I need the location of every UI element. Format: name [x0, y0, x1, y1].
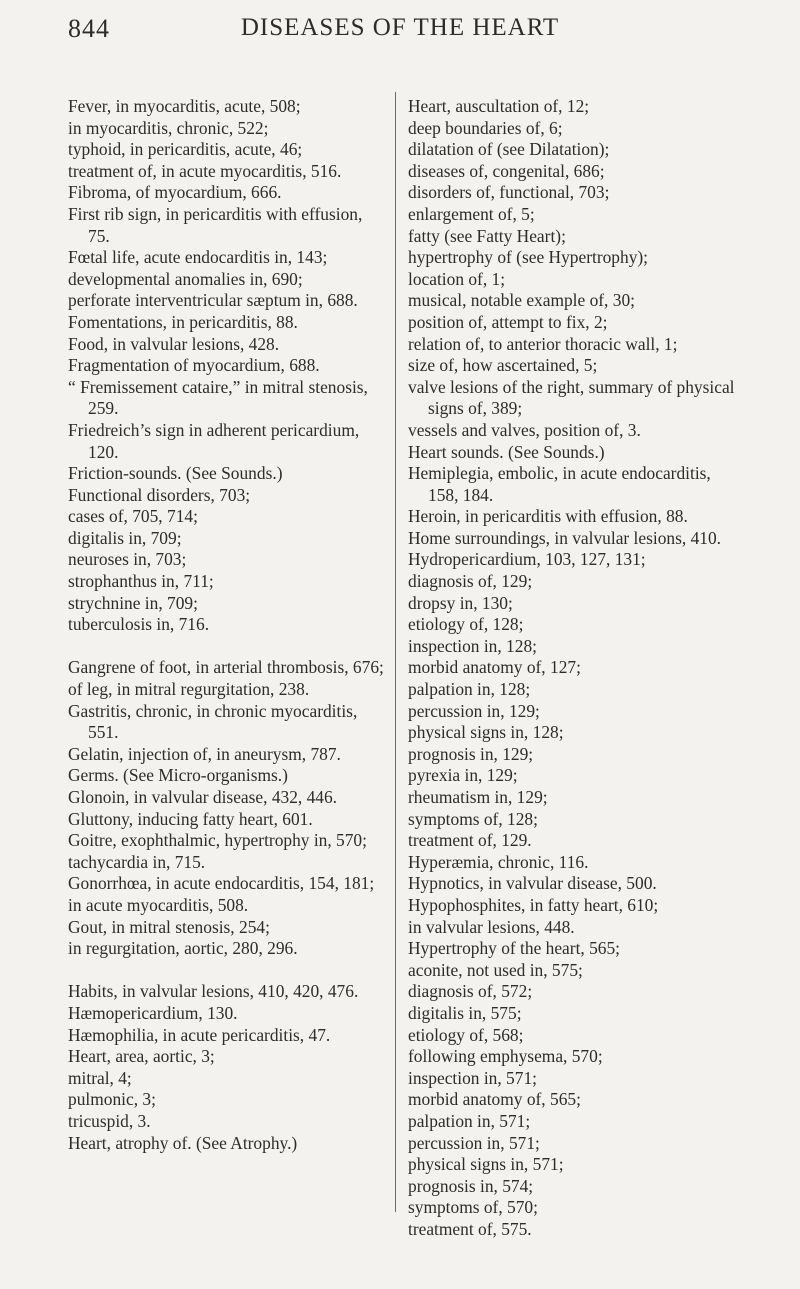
index-entry: disorders of, functional, 703; [408, 182, 610, 203]
index-entry: valve lesions of the right, summary of physical signs of, 389; [408, 376, 735, 419]
index-entry: Hemiplegia, embolic, in acute endocarditis, 158, 184. [408, 463, 711, 505]
index-entry: morbid anatomy of, 127; [408, 657, 581, 678]
index-entry: hypertrophy of (see Hypertrophy); [408, 247, 649, 268]
index-entry: size of, how ascertained, 5; [408, 355, 598, 376]
index-entry: mitral, 4; [68, 1067, 132, 1088]
index-entry: Gelatin, injection of, in aneurysm, 787. [68, 743, 341, 764]
index-entry: Gangrene of foot, in arterial thrombosis, 676; [68, 657, 384, 678]
index-entry: Gastritis, chronic, in chronic myocarditis, 551. [68, 700, 358, 743]
index-entry: in valvular lesions, 448. [408, 916, 575, 937]
index-column-left [68, 96, 388, 1154]
index-entry: musical, notable example of, 30; [408, 290, 635, 311]
index-entry: Germs. (See Micro-organisms.) [68, 765, 288, 786]
index-entry: tachycardia in, 715. [68, 851, 206, 872]
index-entry: in acute myocarditis, 508. [68, 894, 249, 915]
index-entry: Gout, in mitral stenosis, 254; [68, 916, 270, 937]
index-entry: Habits, in valvular lesions, 410, 420, 476. [68, 981, 359, 1002]
index-entry: in regurgitation, aortic, 280, 296. [68, 938, 298, 959]
index-entry: physical signs in, 128; [408, 722, 564, 743]
index-entry: of leg, in mitral regurgitation, 238. [68, 679, 310, 700]
index-entry: Hæmopericardium, 130. [68, 1002, 238, 1023]
index-entry: position of, attempt to fix, 2; [408, 311, 608, 332]
column-divider [395, 92, 396, 1212]
index-entry: Heart, area, aortic, 3; [68, 1046, 215, 1067]
index-entry: in myocarditis, chronic, 522; [68, 117, 269, 138]
index-entry: “ Fremissement cataire,” in mitral stenosis, 259. [68, 376, 368, 419]
index-entry: Goitre, exophthalmic, hypertrophy in, 570; [68, 830, 367, 851]
index-entry: symptoms of, 128; [408, 808, 538, 829]
index-entry: developmental anomalies in, 690; [68, 268, 303, 289]
index-entry: typhoid, in pericarditis, acute, 46; [68, 139, 303, 160]
index-entry: etiology of, 128; [408, 614, 524, 635]
index-entry: Hyperæmia, chronic, 116. [408, 851, 589, 872]
index-entry: Functional disorders, 703; [68, 484, 251, 505]
section-gap [68, 960, 388, 982]
index-entry: following emphysema, 570; [408, 1046, 603, 1067]
index-entry: Fibroma, of myocardium, 666. [68, 182, 282, 203]
index-entry: morbid anatomy of, 565; [408, 1089, 581, 1110]
index-entry: strophanthus in, 711; [68, 571, 214, 592]
page-number: 844 [68, 14, 110, 43]
index-entry: Hydropericardium, 103, 127, 131; [408, 549, 646, 570]
index-entry: dropsy in, 130; [408, 592, 513, 613]
index-entry: pyrexia in, 129; [408, 765, 518, 786]
index-entry: vessels and valves, position of, 3. [408, 419, 641, 440]
index-entry: diagnosis of, 572; [408, 981, 533, 1002]
index-entry: treatment of, 129. [408, 830, 532, 851]
running-title: DISEASES OF THE HEART [240, 14, 560, 41]
index-entry: diagnosis of, 129; [408, 571, 533, 592]
index-entry: Fever, in myocarditis, acute, 508; [68, 96, 301, 116]
index-entry: Fœtal life, acute endocarditis in, 143; [68, 247, 328, 268]
index-entry: Food, in valvular lesions, 428. [68, 333, 280, 354]
index-entry: Glonoin, in valvular disease, 432, 446. [68, 787, 338, 807]
index-entry: symptoms of, 570; [408, 1197, 538, 1218]
index-entry: cases of, 705, 714; [68, 506, 198, 527]
index-entry: relation of, to anterior thoracic wall, 1; [408, 333, 678, 354]
index-entry: etiology of, 568; [408, 1024, 524, 1045]
index-entry: diseases of, congenital, 686; [408, 160, 605, 181]
index-entry: tricuspid, 3. [68, 1110, 151, 1131]
index-entry: Gonorrhœa, in acute endocarditis, 154, 181; [68, 873, 375, 894]
index-entry: digitalis in, 709; [68, 527, 182, 548]
index-entry: inspection in, 571; [408, 1067, 537, 1088]
index-entry: Fragmentation of myocardium, 688. [68, 355, 320, 376]
index-entry: Hypnotics, in valvular disease, 500. [408, 873, 657, 894]
index-entry: pulmonic, 3; [68, 1089, 156, 1110]
index-entry: Heart, auscultation of, 12; [408, 96, 590, 116]
index-entry: Heroin, in pericarditis with effusion, 88. [408, 506, 688, 527]
index-entry: Hæmophilia, in acute pericarditis, 47. [68, 1024, 331, 1045]
index-entry: perforate interventricular sæptum in, 688. [68, 290, 358, 311]
index-entry: tuberculosis in, 716. [68, 614, 210, 635]
section-gap [68, 636, 388, 658]
index-entry: aconite, not used in, 575; [408, 959, 583, 980]
index-entry: percussion in, 129; [408, 700, 540, 721]
index-entry: Hypertrophy of the heart, 565; [408, 938, 621, 959]
index-entry: Heart sounds. (See Sounds.) [408, 441, 605, 462]
index-column-right [408, 96, 738, 1240]
index-entry: strychnine in, 709; [68, 592, 198, 613]
index-entry: fatty (see Fatty Heart); [408, 225, 566, 246]
index-entry: Friction-sounds. (See Sounds.) [68, 463, 283, 484]
index-entry: palpation in, 571; [408, 1110, 531, 1131]
index-entry: percussion in, 571; [408, 1132, 540, 1153]
index-entry: Hypophosphites, in fatty heart, 610; [408, 894, 659, 915]
index-entry: deep boundaries of, 6; [408, 117, 563, 138]
index-entry: First rib sign, in pericarditis with effusion, 75. [68, 203, 363, 246]
index-entry: inspection in, 128; [408, 635, 537, 656]
index-entry: palpation in, 128; [408, 679, 531, 700]
index-entry: rheumatism in, 129; [408, 787, 548, 807]
index-entry: Home surroundings, in valvular lesions, 410. [408, 527, 721, 548]
index-entry: physical signs in, 571; [408, 1154, 564, 1175]
index-entry: dilatation of (see Dilatation); [408, 139, 610, 160]
index-entry: enlargement of, 5; [408, 203, 535, 224]
index-entry: Fomentations, in pericarditis, 88. [68, 311, 298, 332]
index-entry: digitalis in, 575; [408, 1002, 522, 1023]
index-entry: Friedreich’s sign in adherent pericardium, 120. [68, 419, 360, 462]
index-entry: prognosis in, 574; [408, 1175, 534, 1196]
index-entry: neuroses in, 703; [68, 549, 187, 570]
index-entry: prognosis in, 129; [408, 743, 534, 764]
index-entry: treatment of, in acute myocarditis, 516. [68, 160, 342, 181]
index-entry: Gluttony, inducing fatty heart, 601. [68, 808, 313, 829]
index-entry: location of, 1; [408, 268, 506, 289]
page-header [0, 14, 800, 54]
index-entry: treatment of, 575. [408, 1218, 532, 1239]
index-entry: Heart, atrophy of. (See Atrophy.) [68, 1132, 298, 1153]
